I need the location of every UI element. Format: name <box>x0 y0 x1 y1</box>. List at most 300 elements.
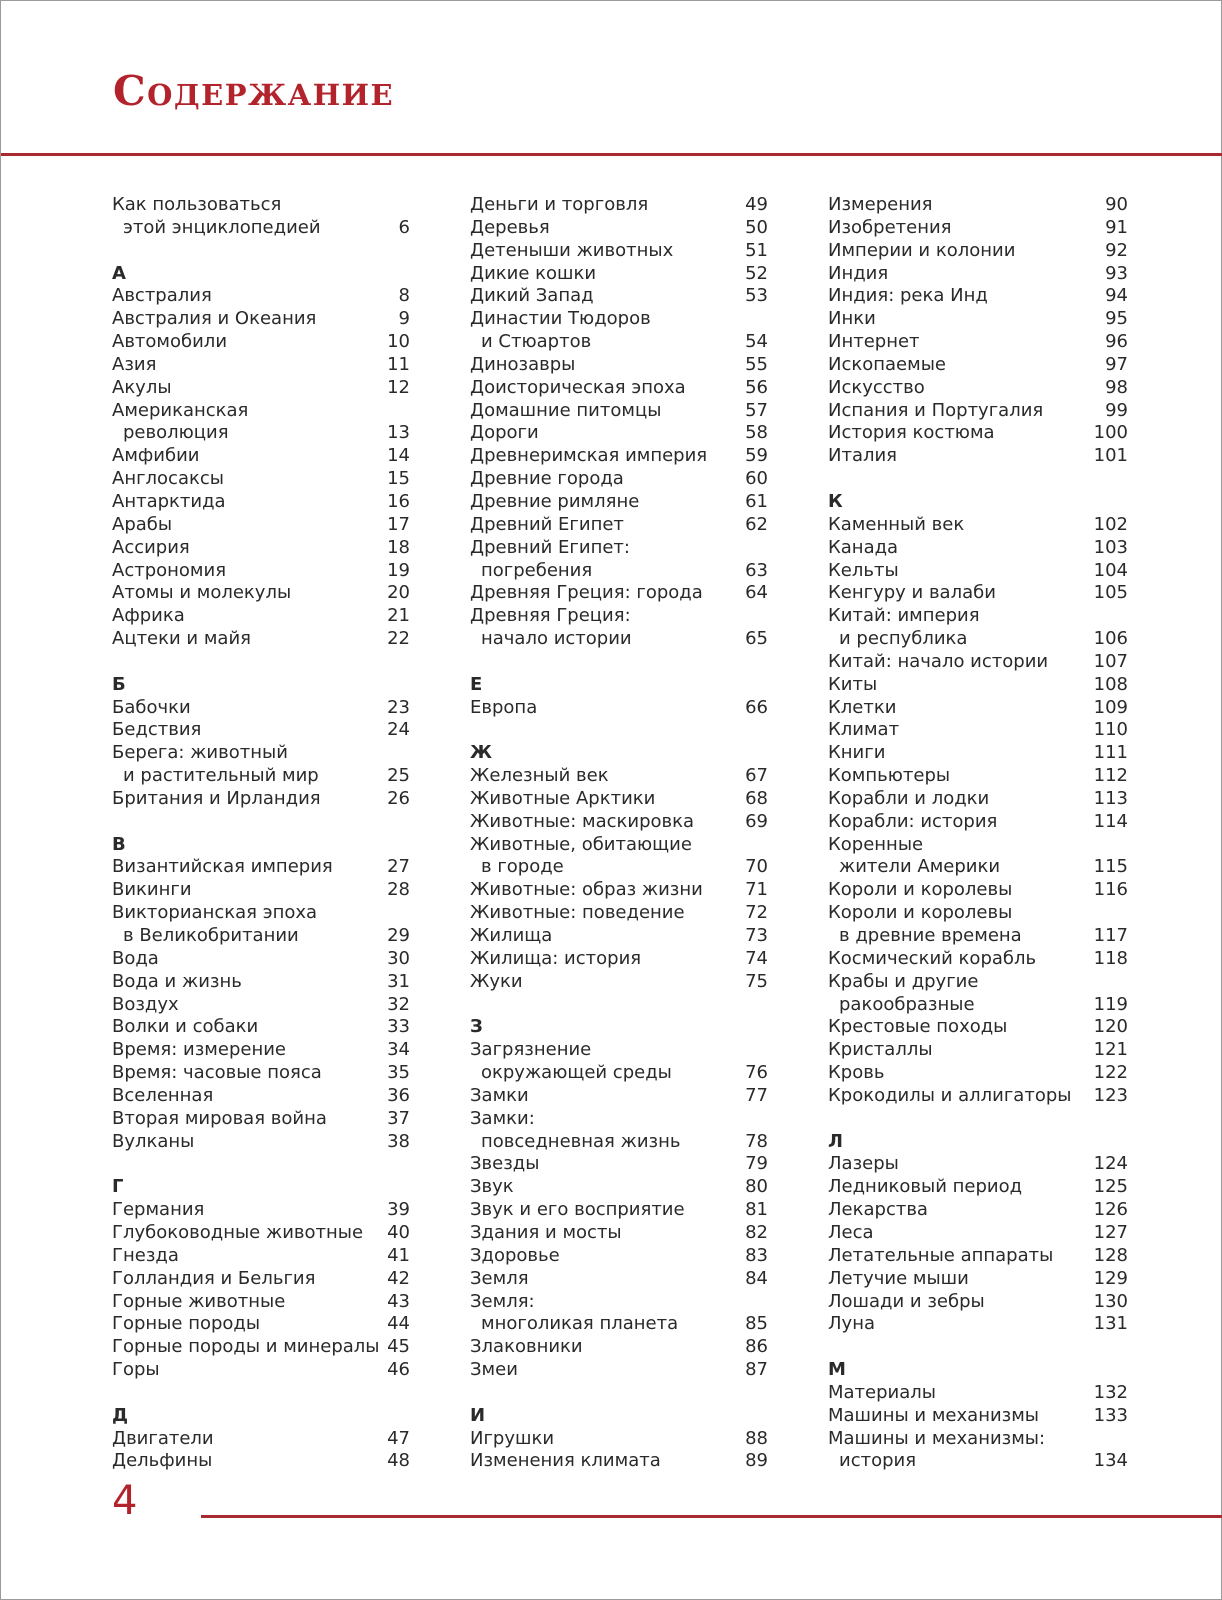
toc-entry[interactable] <box>828 879 1128 902</box>
toc-entry-title: Искусство <box>828 376 925 398</box>
toc-entry[interactable] <box>470 400 768 423</box>
toc-entry[interactable] <box>828 811 1128 834</box>
toc-entry[interactable] <box>828 285 1128 308</box>
toc-entry-title: Дельфины <box>112 1450 213 1472</box>
toc-entry-page: 47 <box>387 1427 410 1449</box>
toc-entry-page: 61 <box>745 490 768 512</box>
toc-entry[interactable] <box>828 331 1128 354</box>
toc-entry-page: 86 <box>745 1336 768 1358</box>
toc-entry[interactable] <box>112 1131 410 1154</box>
toc-entry[interactable] <box>470 377 768 400</box>
toc-entry[interactable] <box>828 1153 1128 1176</box>
toc-entry-page: 124 <box>1093 1153 1128 1175</box>
toc-entry[interactable] <box>470 217 768 240</box>
toc-entry-page: 121 <box>1093 1039 1128 1061</box>
toc-entry[interactable] <box>828 1222 1128 1245</box>
toc-entry-title: окружающей среды <box>481 1062 672 1084</box>
toc-entry-title: Летательные аппараты <box>828 1244 1054 1266</box>
toc-entry-title: Загрязнение <box>470 1039 592 1061</box>
toc-entry-page: 59 <box>745 445 768 467</box>
toc-entry-title: Животные, обитающие <box>470 833 692 855</box>
toc-entry-page: 94 <box>1105 285 1128 307</box>
toc-entry-title: Климат <box>828 719 900 741</box>
toc-entry-page: 125 <box>1093 1176 1128 1198</box>
toc-entry-title: Ацтеки и майя <box>112 628 251 650</box>
toc-entry-page: 116 <box>1093 879 1128 901</box>
toc-entry[interactable] <box>828 788 1128 811</box>
toc-entry[interactable] <box>470 582 768 605</box>
toc-entry-page: 85 <box>745 1313 768 1335</box>
toc-entry[interactable] <box>112 582 410 605</box>
toc-entry-page: 41 <box>387 1244 410 1266</box>
toc-entry-title: Испания и Португалия <box>828 399 1044 421</box>
toc-entry[interactable] <box>112 445 410 468</box>
toc-entry-title: Животные: маскировка <box>470 810 695 832</box>
toc-entry-title: Кенгуру и валаби <box>828 582 996 604</box>
toc-entry[interactable] <box>828 194 1128 217</box>
section-letter: Д <box>112 1404 129 1426</box>
toc-entry-page: 37 <box>387 1107 410 1129</box>
toc-entry[interactable] <box>470 422 768 445</box>
toc-entry-page: 92 <box>1105 239 1128 261</box>
toc-entry[interactable] <box>828 948 1128 971</box>
toc-entry[interactable] <box>470 948 768 971</box>
toc-entry-page: 97 <box>1105 353 1128 375</box>
section-letter: Б <box>112 673 126 695</box>
toc-entry-title: Животные: поведение <box>470 902 685 924</box>
toc-entry-title: в древние времена <box>839 925 1022 946</box>
toc-entry-page: 118 <box>1093 947 1128 969</box>
toc-entry-page: 91 <box>1105 216 1128 238</box>
toc-entry-page: 26 <box>387 787 410 809</box>
toc-entry[interactable] <box>112 331 410 354</box>
toc-entry[interactable] <box>828 537 1128 560</box>
toc-entry-title: Игрушки <box>470 1427 555 1449</box>
toc-entry[interactable] <box>470 1268 768 1291</box>
footer-divider <box>201 1515 1222 1518</box>
toc-entry-title: Динозавры <box>470 353 576 375</box>
toc-entry[interactable] <box>470 468 768 491</box>
toc-entry[interactable] <box>470 194 768 217</box>
toc-entry[interactable] <box>828 742 1128 765</box>
toc-entry-title: Древние римляне <box>470 490 640 512</box>
toc-entry[interactable] <box>112 1359 410 1382</box>
toc-entry[interactable] <box>470 354 768 377</box>
toc-entry[interactable] <box>828 1405 1128 1428</box>
toc-entry-page: 120 <box>1093 1016 1128 1038</box>
toc-entry[interactable] <box>112 400 410 446</box>
toc-entry-title: Бедствия <box>112 719 202 741</box>
toc-entry[interactable] <box>112 902 410 948</box>
toc-entry-title: Голландия и Бельгия <box>112 1267 316 1289</box>
toc-entry-page: 20 <box>387 582 410 604</box>
toc-entry-title: Германия <box>112 1199 205 1221</box>
toc-entry[interactable] <box>112 514 410 537</box>
toc-entry-page: 57 <box>745 399 768 421</box>
toc-entry-page: 134 <box>1093 1450 1128 1472</box>
toc-entry-title: ракообразные <box>839 993 975 1015</box>
toc-entry-title: начало истории <box>481 628 632 650</box>
toc-entry[interactable] <box>112 948 410 971</box>
page-title: Содержание <box>113 67 395 115</box>
toc-entry[interactable] <box>112 879 410 902</box>
toc-entry-page: 53 <box>745 285 768 307</box>
toc-entry[interactable] <box>470 605 768 651</box>
toc-entry-title: и Стюартов <box>481 331 592 353</box>
toc-entry-page: 31 <box>387 970 410 992</box>
toc-entry-title: Замки: <box>470 1107 535 1129</box>
toc-entry[interactable] <box>828 834 1128 880</box>
toc-entry[interactable] <box>112 971 410 994</box>
toc-entry-title: Горные породы и минералы <box>112 1336 380 1358</box>
toc-entry[interactable] <box>828 1428 1128 1474</box>
toc-entry-page: 42 <box>387 1267 410 1289</box>
toc-entry[interactable] <box>112 1450 410 1473</box>
toc-entry[interactable] <box>470 788 768 811</box>
toc-entry[interactable] <box>470 697 768 720</box>
toc-entry-page: 112 <box>1093 765 1128 787</box>
toc-entry-title: Автомобили <box>112 331 228 353</box>
toc-entry-title: Книги <box>828 742 886 764</box>
toc-entry-title: Глубоководные животные <box>112 1221 364 1243</box>
toc-entry-title: Детеныши животных <box>470 239 674 261</box>
toc-entry[interactable] <box>828 902 1128 948</box>
toc-entry-title: Коренные <box>828 833 924 855</box>
toc-entry-title: Древний Египет <box>470 513 624 535</box>
toc-entry-title: Летучие мыши <box>828 1267 969 1289</box>
toc-entry-page: 75 <box>745 970 768 992</box>
toc-entry-title: Гнезда <box>112 1244 179 1266</box>
toc-entry-title: Австралия <box>112 285 212 307</box>
toc-entry[interactable] <box>828 1245 1128 1268</box>
toc-entry[interactable] <box>470 445 768 468</box>
toc-entry[interactable] <box>828 1039 1128 1062</box>
toc-entry-title: Крестовые походы <box>828 1016 1008 1038</box>
toc-entry[interactable] <box>112 1336 410 1359</box>
toc-entry[interactable] <box>470 1291 768 1337</box>
toc-entry-title: Древние города <box>470 468 624 490</box>
toc-entry[interactable] <box>112 285 410 308</box>
toc-entry-title: Воздух <box>112 993 179 1015</box>
toc-entry[interactable] <box>470 1039 768 1085</box>
toc-entry[interactable] <box>470 263 768 286</box>
toc-entry-title: Леса <box>828 1221 874 1243</box>
toc-entry[interactable] <box>828 1085 1128 1108</box>
toc-entry[interactable] <box>828 240 1128 263</box>
toc-entry-page: 81 <box>745 1199 768 1221</box>
toc-entry[interactable] <box>470 1153 768 1176</box>
toc-entry-page: 90 <box>1105 194 1128 215</box>
toc-entry-page: 69 <box>745 810 768 832</box>
toc-entry-title: Древний Египет: <box>470 536 630 558</box>
toc-entry[interactable] <box>112 1085 410 1108</box>
toc-entry[interactable] <box>828 582 1128 605</box>
toc-entry[interactable] <box>112 856 410 879</box>
toc-entry-title: Лазеры <box>828 1153 899 1175</box>
toc-entry-page: 111 <box>1093 742 1128 764</box>
toc-entry[interactable] <box>828 400 1128 423</box>
toc-entry-page: 109 <box>1093 696 1128 718</box>
toc-entry[interactable] <box>828 1268 1128 1291</box>
toc-entry[interactable] <box>112 1222 410 1245</box>
toc-entry-page: 99 <box>1105 399 1128 421</box>
toc-entry[interactable] <box>470 1176 768 1199</box>
toc-entry-page: 18 <box>387 536 410 558</box>
toc-entry[interactable] <box>470 240 768 263</box>
toc-entry[interactable] <box>470 834 768 880</box>
toc-entry[interactable] <box>470 811 768 834</box>
toc-entry[interactable] <box>828 674 1128 697</box>
toc-entry[interactable] <box>112 1268 410 1291</box>
toc-entry-title: Корабли: история <box>828 810 998 832</box>
toc-entry[interactable] <box>470 1085 768 1108</box>
toc-entry[interactable] <box>828 1291 1128 1314</box>
toc-entry-page: 49 <box>745 194 768 215</box>
toc-entry[interactable] <box>470 971 768 994</box>
toc-entry-title: повседневная жизнь <box>481 1130 681 1152</box>
toc-entry-title: Железный век <box>470 765 609 787</box>
toc-entry[interactable] <box>470 1359 768 1382</box>
toc-entry-title: революция <box>123 422 229 444</box>
toc-entry-page: 35 <box>387 1062 410 1084</box>
toc-entry-page: 14 <box>387 445 410 467</box>
toc-entry[interactable] <box>112 194 410 240</box>
toc-entry[interactable] <box>470 925 768 948</box>
toc-entry[interactable] <box>112 468 410 491</box>
toc-entry-page: 38 <box>387 1130 410 1152</box>
toc-entry[interactable] <box>828 445 1128 468</box>
toc-entry-page: 21 <box>387 605 410 627</box>
toc-entry[interactable] <box>828 1176 1128 1199</box>
toc-entry-title: жители Америки <box>839 856 1001 878</box>
toc-entry[interactable] <box>470 537 768 583</box>
toc-entry-page: 19 <box>387 559 410 581</box>
toc-entry[interactable] <box>470 514 768 537</box>
toc-entry-title: Викторианская эпоха <box>112 902 318 924</box>
toc-entry-title: История костюма <box>828 422 995 444</box>
toc-entry-title: Акулы <box>112 376 172 398</box>
toc-entry[interactable] <box>828 514 1128 537</box>
title-divider <box>1 153 1222 156</box>
toc-entry-title: Вселенная <box>112 1084 214 1106</box>
toc-entry-title: Здания и мосты <box>470 1221 622 1243</box>
toc-entry-page: 8 <box>398 285 410 307</box>
toc-entry[interactable] <box>112 1108 410 1131</box>
toc-entry-title: Земля: <box>470 1290 535 1312</box>
toc-entry[interactable] <box>828 1382 1128 1405</box>
toc-entry-title: Дикий Запад <box>470 285 594 307</box>
toc-entry[interactable] <box>470 879 768 902</box>
toc-entry[interactable] <box>828 651 1128 674</box>
toc-entry[interactable] <box>828 1313 1128 1336</box>
toc-entry-page: 100 <box>1093 422 1128 444</box>
toc-entry[interactable] <box>828 971 1128 1017</box>
toc-entry-title: Европа <box>470 696 538 718</box>
toc-entry-page: 39 <box>387 1199 410 1221</box>
toc-entry-title: Киты <box>828 673 878 695</box>
toc-entry-title: в Великобритании <box>123 925 299 946</box>
toc-entry[interactable] <box>828 765 1128 788</box>
toc-entry-title: Американская <box>112 399 249 421</box>
toc-entry-title: Лошади и зебры <box>828 1290 985 1312</box>
toc-entry-title: Китай: начало истории <box>828 650 1049 672</box>
toc-entry-title: история <box>839 1450 917 1472</box>
toc-entry[interactable] <box>470 1199 768 1222</box>
toc-entry[interactable] <box>470 1222 768 1245</box>
toc-entry-page: 127 <box>1093 1221 1128 1243</box>
toc-entry-page: 50 <box>745 216 768 238</box>
toc-entry[interactable] <box>112 1199 410 1222</box>
toc-entry[interactable] <box>112 1062 410 1085</box>
toc-entry[interactable] <box>112 697 410 720</box>
toc-entry[interactable] <box>470 1245 768 1268</box>
toc-entry[interactable] <box>112 1313 410 1336</box>
toc-entry[interactable] <box>112 308 410 331</box>
toc-entry[interactable] <box>828 605 1128 651</box>
section-letter: К <box>828 490 843 512</box>
toc-entry-title: Луна <box>828 1313 875 1335</box>
toc-entry[interactable] <box>112 719 410 742</box>
toc-entry-title: Дороги <box>470 422 539 444</box>
toc-entry-title: Британия и Ирландия <box>112 787 321 809</box>
toc-entry-page: 44 <box>387 1313 410 1335</box>
toc-entry-page: 84 <box>745 1267 768 1289</box>
toc-entry-title: Звезды <box>470 1153 540 1175</box>
toc-entry-page: 34 <box>387 1039 410 1061</box>
toc-entry-page: 72 <box>745 902 768 924</box>
toc-entry[interactable] <box>112 491 410 514</box>
toc-entry[interactable] <box>112 1016 410 1039</box>
toc-entry-title: Викинги <box>112 879 192 901</box>
toc-entry-page: 126 <box>1093 1199 1128 1221</box>
toc-entry-page: 29 <box>387 925 410 946</box>
section-letter: З <box>470 1016 483 1038</box>
toc-entry[interactable] <box>828 263 1128 286</box>
toc-entry[interactable] <box>112 788 410 811</box>
toc-entry[interactable] <box>470 902 768 925</box>
toc-entry[interactable] <box>828 422 1128 445</box>
toc-entry-page: 45 <box>387 1336 410 1358</box>
toc-entry-page: 66 <box>745 696 768 718</box>
toc-entry[interactable] <box>112 1245 410 1268</box>
toc-entry-title: Короли и королевы <box>828 902 1013 924</box>
toc-entry[interactable] <box>112 994 410 1017</box>
toc-entry-page: 17 <box>387 513 410 535</box>
toc-entry-page: 48 <box>387 1450 410 1472</box>
toc-entry[interactable] <box>112 1039 410 1062</box>
toc-entry[interactable] <box>112 742 410 788</box>
section-letter: И <box>470 1404 486 1426</box>
toc-entry[interactable] <box>112 354 410 377</box>
toc-entry-page: 73 <box>745 925 768 946</box>
toc-entry-page: 60 <box>745 468 768 490</box>
toc-column-2 <box>470 194 768 1473</box>
toc-entry-title: Империи и колонии <box>828 239 1016 261</box>
toc-entry[interactable] <box>112 1428 410 1451</box>
toc-entry[interactable] <box>470 285 768 308</box>
toc-entry[interactable] <box>112 537 410 560</box>
toc-entry[interactable] <box>470 308 768 354</box>
toc-entry[interactable] <box>112 560 410 583</box>
toc-entry-page: 132 <box>1093 1381 1128 1403</box>
toc-entry-title: Компьютеры <box>828 765 951 787</box>
toc-entry-page: 103 <box>1093 536 1128 558</box>
toc-entry[interactable] <box>112 628 410 651</box>
toc-entry-title: и республика <box>839 628 968 650</box>
toc-entry[interactable] <box>470 1450 768 1473</box>
toc-entry[interactable] <box>828 1199 1128 1222</box>
toc-entry-title: Ископаемые <box>828 353 946 375</box>
toc-entry-title: Здоровье <box>470 1244 560 1266</box>
toc-entry-page: 77 <box>745 1084 768 1106</box>
section-letter: Ж <box>470 742 493 764</box>
toc-entry-title: Деньги и торговля <box>470 194 649 215</box>
toc-entry-page: 89 <box>745 1450 768 1472</box>
toc-entry-title: Земля <box>470 1267 529 1289</box>
toc-entry-title: Индия <box>828 262 889 284</box>
toc-entry-title: Древняя Греция: <box>470 605 631 627</box>
toc-entry-page: 28 <box>387 879 410 901</box>
toc-column-3 <box>828 194 1128 1473</box>
toc-entry-title: Крокодилы и аллигаторы <box>828 1084 1072 1106</box>
toc-entry[interactable] <box>828 308 1128 331</box>
toc-entry[interactable] <box>828 217 1128 240</box>
toc-entry[interactable] <box>470 1428 768 1451</box>
toc-entry-title: Индия: река Инд <box>828 285 988 307</box>
section-letter: Г <box>112 1176 124 1198</box>
toc-entry[interactable] <box>112 605 410 628</box>
toc-entry[interactable] <box>828 560 1128 583</box>
toc-entry-page: 65 <box>745 628 768 650</box>
toc-entry-page: 82 <box>745 1221 768 1243</box>
toc-entry-title: Амфибии <box>112 445 200 467</box>
toc-entry-title: Византийская империя <box>112 856 333 878</box>
toc-entry-title: Дикие кошки <box>470 262 597 284</box>
toc-entry[interactable] <box>112 1291 410 1314</box>
toc-entry-title: Жуки <box>470 970 523 992</box>
toc-entry-title: Крабы и другие <box>828 970 979 992</box>
toc-entry[interactable] <box>112 377 410 400</box>
toc-entry-title: Лекарства <box>828 1199 928 1221</box>
toc-entry-page: 114 <box>1093 810 1128 832</box>
toc-entry[interactable] <box>828 719 1128 742</box>
toc-entry[interactable] <box>828 1016 1128 1039</box>
toc-entry[interactable] <box>470 1108 768 1154</box>
toc-entry-title: Звук и его восприятие <box>470 1199 685 1221</box>
toc-entry[interactable] <box>470 765 768 788</box>
toc-entry[interactable] <box>828 377 1128 400</box>
toc-entry-title: Время: измерение <box>112 1039 287 1061</box>
toc-entry-page: 108 <box>1093 673 1128 695</box>
toc-entry[interactable] <box>470 1336 768 1359</box>
toc-entry[interactable] <box>828 697 1128 720</box>
page-number: 4 <box>112 1478 138 1524</box>
toc-entry-title: Как пользоваться <box>112 194 282 215</box>
toc-entry[interactable] <box>470 491 768 514</box>
toc-entry[interactable] <box>828 1062 1128 1085</box>
toc-entry-title: Корабли и лодки <box>828 787 990 809</box>
toc-entry-title: Звук <box>470 1176 514 1198</box>
toc-entry-page: 13 <box>387 422 410 444</box>
toc-entry-page: 88 <box>745 1427 768 1449</box>
toc-entry-title: Вулканы <box>112 1130 195 1152</box>
toc-entry-page: 9 <box>398 308 410 330</box>
toc-entry-title: Ассирия <box>112 536 190 558</box>
toc-entry-title: Арабы <box>112 513 173 535</box>
toc-entry-page: 110 <box>1093 719 1128 741</box>
toc-entry[interactable] <box>828 354 1128 377</box>
toc-entry-page: 64 <box>745 582 768 604</box>
